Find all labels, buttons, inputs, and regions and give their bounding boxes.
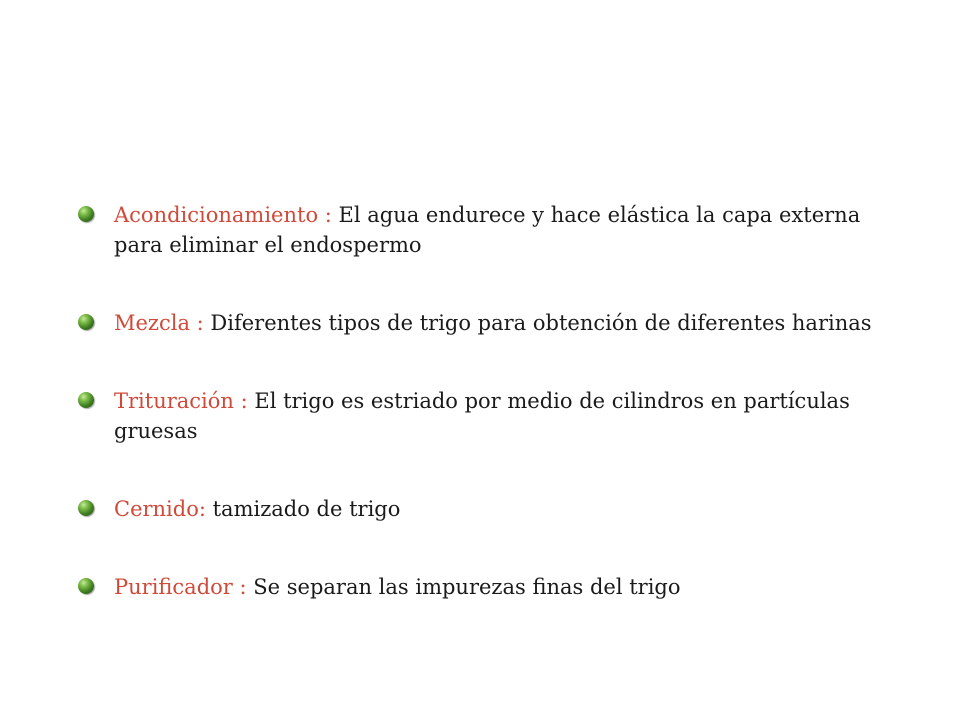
bullet-text: Diferentes tipos de trigo para obtención de diferentes harinas — [203, 311, 872, 335]
bullet-item-trituracion — [78, 386, 898, 446]
bullet-list — [78, 200, 898, 602]
green-orb-bullet-icon — [78, 578, 94, 594]
green-orb-bullet-icon — [78, 500, 94, 516]
bullet-term: Mezcla : — [114, 311, 204, 335]
green-orb-bullet-icon — [78, 206, 94, 222]
bullet-term: Cernido: — [114, 497, 206, 521]
bullet-item-purificador — [78, 572, 898, 602]
bullet-term: Purificador : — [114, 575, 247, 599]
bullet-term: Trituración : — [114, 389, 248, 413]
bullet-term: Acondicionamiento : — [114, 203, 332, 227]
bullet-text: tamizado de trigo — [205, 497, 401, 521]
green-orb-bullet-icon — [78, 392, 94, 408]
bullet-text: El agua endurece y hace elástica la capa externa para eliminar el endospermo — [114, 203, 861, 257]
bullet-text: El trigo es estriado por medio de cilindros en partículas gruesas — [114, 389, 850, 443]
bullet-text: Se separan las impurezas finas del trigo — [246, 575, 681, 599]
bullet-item-cernido — [78, 494, 898, 524]
green-orb-bullet-icon — [78, 314, 94, 330]
bullet-item-acondicionamiento — [78, 200, 898, 260]
bullet-item-mezcla — [78, 308, 898, 338]
